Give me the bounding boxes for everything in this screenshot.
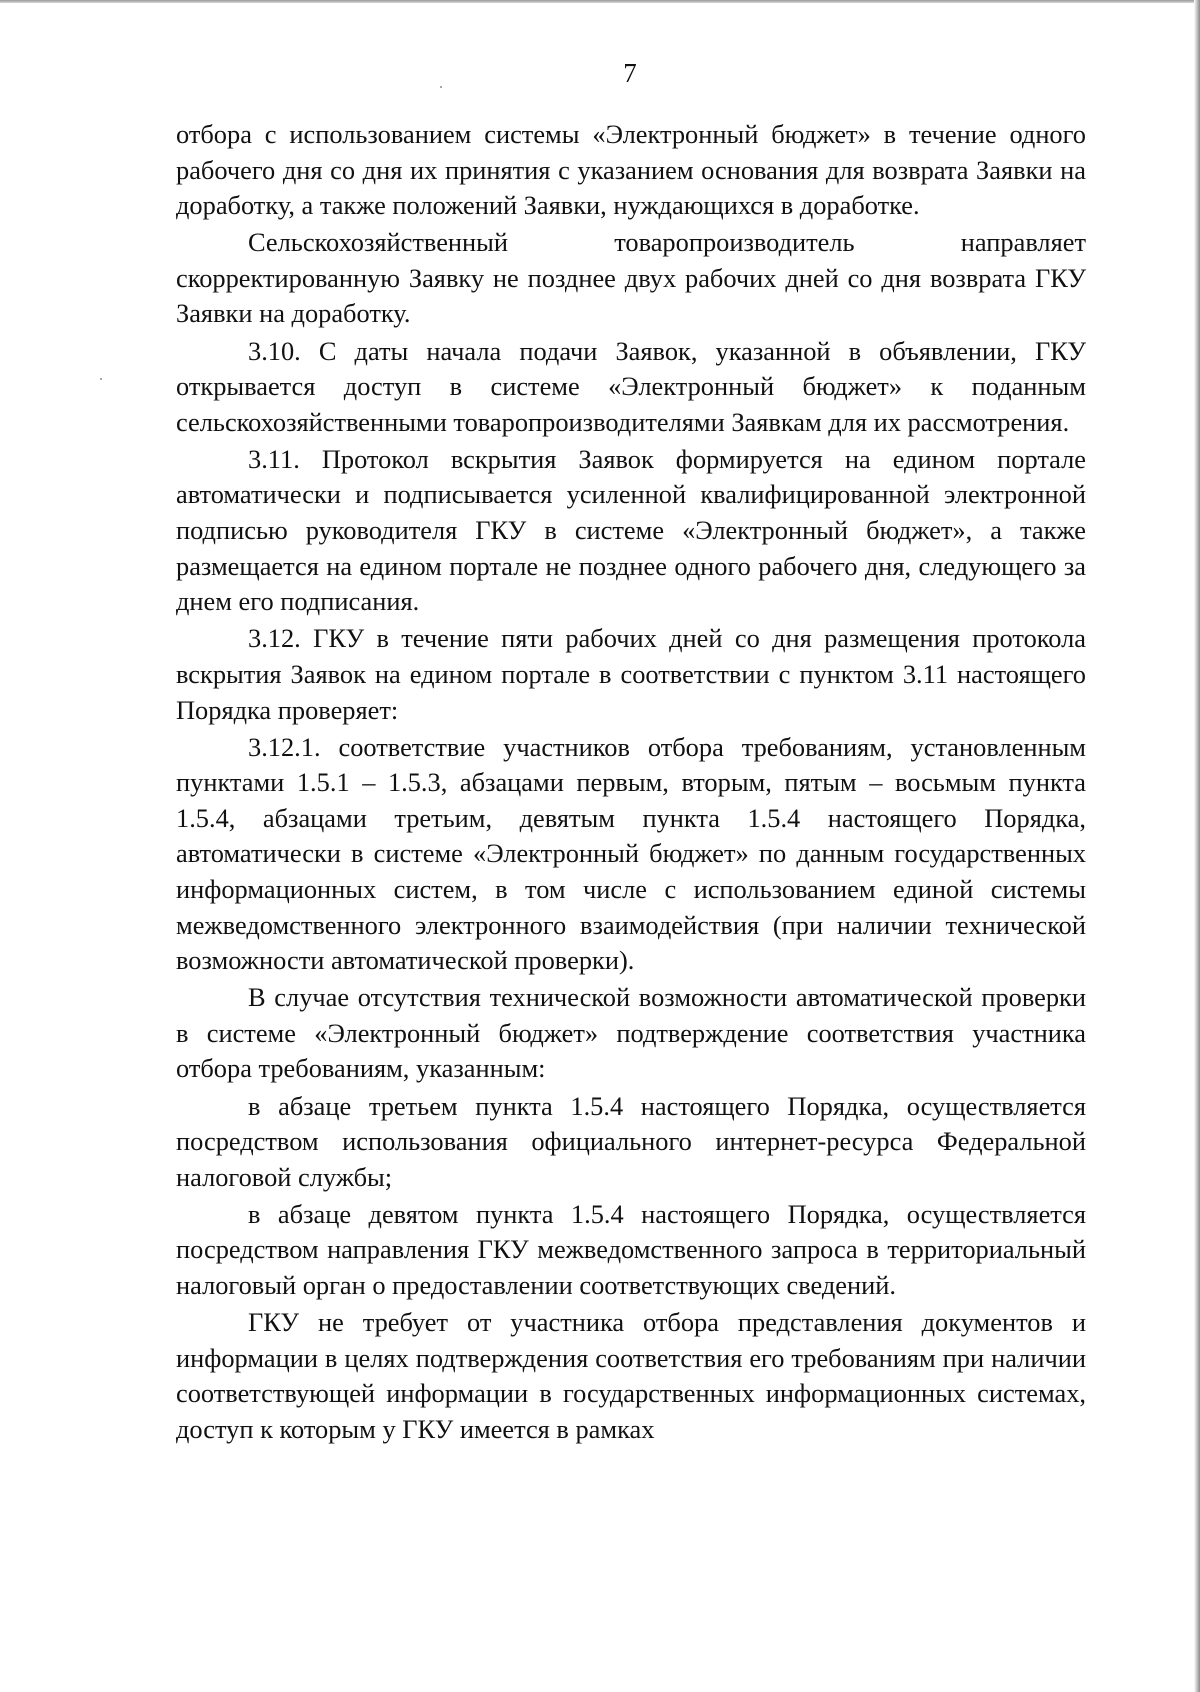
paragraph-no-auto-check: В случае отсутствия технической возможности автоматической проверки в системе «Электронный бюджет» подтверждение соответствия участника отбора требованиям, указанным: [176,982,1086,1084]
scan-edge-right [1194,0,1200,1692]
paragraph-3-12: 3.12. ГКУ в течение пяти рабочих дней со дня размещения протокола вскрытия Заявок на едином портале в соответствии с пунктом 3.11 настоящего Порядка проверяет: [176,623,1086,725]
paragraph-third-abzats: в абзаце третьем пункта 1.5.4 настоящего Порядка, осуществляется посредством использования официального интернет-ресурса Федеральной налоговой службы; [176,1090,1086,1192]
paragraph-gku-no-documents: ГКУ не требует от участника отбора представления документов и информации в целях подтверждения соответствия его требованиям при наличии соответствующей информации в государственных информационных системах, доступ к которым у ГКУ имеется в рамках [176,1307,1086,1444]
paragraph-3-12-1: 3.12.1. соответствие участников отбора требованиям, установленным пунктами 1.5.1 – 1.5.3, абзацами первым, вторым, пятым – восьмым пункта 1.5.4, абзацами третьим, девятым пункта 1.5.4 настоящего Порядка, автоматически в системе «Электронный бюджет» по данным государственных информационных систем, в том числе с использованием единой системы межведомственного электронного взаимодействия (при наличии технической возможности автоматической проверки). [176,731,1086,976]
paragraph-3-11: 3.11. Протокол вскрытия Заявок формируется на едином портале автоматически и подписывается усиленной квалифицированной электронной подписью руководителя ГКУ в системе «Электронный бюджет», а также размещается на едином портале не позднее одного рабочего дня, следующего за днем его подписания. [176,443,1086,617]
page-number: 7 [623,58,637,88]
document-body [176,117,1086,1447]
paragraph-producer-resubmission: Сельскохозяйственный товаропроизводитель направляет скорректированную Заявку не позднее двух рабочих дней со дня возврата ГКУ Заявки на доработку. [176,227,1086,329]
scan-speck [100,378,102,380]
scan-edge-top [0,0,1200,3]
paragraph-ninth-abzats: в абзаце девятом пункта 1.5.4 настоящего Порядка, осуществляется посредством направления ГКУ межведомственного запроса в территориальный налоговый орган о предоставлении соответствующих сведений. [176,1198,1086,1300]
paragraph-3-10: 3.10. С даты начала подачи Заявок, указанной в объявлении, ГКУ открывается доступ в системе «Электронный бюджет» к поданным сельскохозяйственными товаропроизводителями Заявкам для их рассмотрения. [176,335,1086,437]
paragraph-continuation: отбора с использованием системы «Электронный бюджет» в течение одного рабочего дня со дня их принятия с указанием основания для возврата Заявки на доработку, а также положений Заявки, нуждающихся в доработке. [176,119,1086,221]
